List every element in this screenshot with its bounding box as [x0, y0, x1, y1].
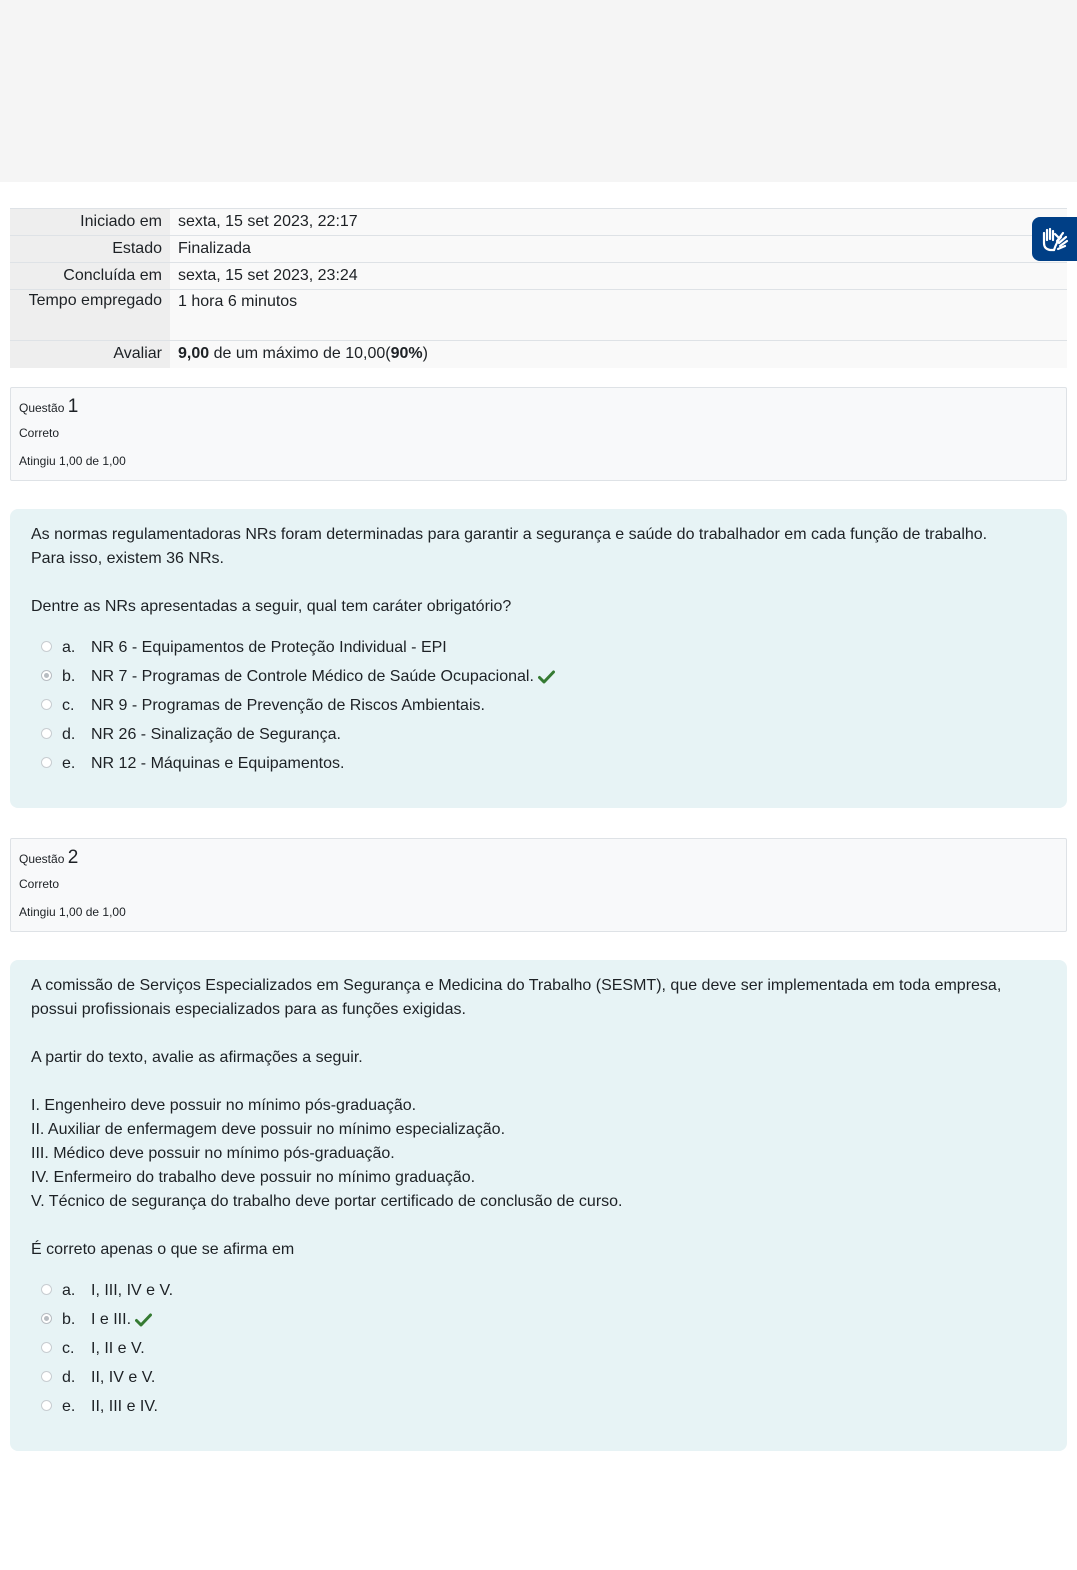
statement: I. Engenheiro deve possuir no mínimo pós-graduação.	[31, 1097, 417, 1114]
vlibras-widget-button[interactable]	[1032, 217, 1077, 261]
summary-label: Avaliar	[10, 341, 170, 368]
option-letter: d.	[62, 1369, 76, 1386]
summary-label: Iniciado em	[10, 209, 170, 236]
summary-value: Finalizada	[170, 236, 1067, 263]
option-letter: b.	[62, 668, 76, 685]
attempt-summary-table	[10, 208, 1067, 368]
summary-label: Estado	[10, 236, 170, 263]
question-state: Correto	[19, 877, 60, 891]
summary-row-completed	[10, 263, 1067, 290]
question-text: As normas regulamentadoras NRs foram determinadas para garantir a segurança e saúde do trabalhador em cada função de trabalho.	[31, 526, 988, 543]
summary-label: Tempo empregado	[10, 290, 170, 341]
question-grade: Atingiu 1,00 de 1,00	[19, 454, 126, 468]
question-1-info	[10, 387, 1067, 481]
radio-button[interactable]	[41, 728, 52, 739]
question-title	[19, 396, 78, 418]
answer-option[interactable]	[31, 1363, 1046, 1392]
radio-button[interactable]	[41, 699, 52, 710]
question-2-info	[10, 838, 1067, 932]
summary-value: 1 hora 6 minutos	[170, 290, 1067, 341]
answer-option[interactable]	[31, 1334, 1046, 1363]
question-prompt: É correto apenas o que se afirma em	[31, 1241, 295, 1258]
statement: V. Técnico de segurança do trabalho deve portar certificado de conclusão de curso.	[31, 1193, 623, 1210]
summary-value: sexta, 15 set 2023, 22:17	[170, 209, 1067, 236]
radio-button[interactable]	[41, 1342, 52, 1353]
radio-button[interactable]	[41, 1371, 52, 1382]
option-text: NR 6 - Equipamentos de Proteção Individual - EPI	[91, 639, 447, 656]
option-text: NR 12 - Máquinas e Equipamentos.	[91, 755, 345, 772]
answer-option[interactable]	[31, 662, 1046, 691]
option-letter: a.	[62, 1282, 76, 1299]
question-text: possui profissionais especializados para as funções exigidas.	[31, 1001, 466, 1018]
question-prompt: Dentre as NRs apresentadas a seguir, qual tem caráter obrigatório?	[31, 598, 512, 615]
option-text: I, II e V.	[91, 1340, 145, 1357]
check-icon	[135, 1313, 152, 1327]
question-text: Para isso, existem 36 NRs.	[31, 550, 224, 567]
radio-button[interactable]	[41, 1284, 52, 1295]
option-text: NR 7 - Programas de Controle Médico de Saúde Ocupacional.	[91, 668, 534, 685]
summary-row-state	[10, 236, 1067, 263]
radio-button-selected[interactable]	[41, 670, 52, 681]
question-1-content	[10, 509, 1067, 808]
question-label: Questão	[19, 852, 65, 866]
radio-button[interactable]	[41, 757, 52, 768]
answer-option[interactable]	[31, 691, 1046, 720]
statement: III. Médico deve possuir no mínimo pós-graduação.	[31, 1145, 395, 1162]
summary-row-grade	[10, 341, 1067, 368]
answer-option[interactable]	[31, 1276, 1046, 1305]
answer-option[interactable]	[31, 1305, 1046, 1334]
summary-row-started	[10, 209, 1067, 236]
question-text: A comissão de Serviços Especializados em Segurança e Medicina do Trabalho (SESMT), que deve ser implementada em toda empresa,	[31, 977, 1002, 994]
option-letter: d.	[62, 726, 76, 743]
answer-option[interactable]	[31, 1392, 1046, 1421]
option-text: I e III.	[91, 1311, 132, 1328]
question-2-content	[10, 960, 1067, 1451]
statement: II. Auxiliar de enfermagem deve possuir no mínimo especialização.	[31, 1121, 506, 1138]
question-state: Correto	[19, 426, 60, 440]
grade-max: de um máximo de 10,00(	[209, 345, 391, 363]
question-label: Questão	[19, 401, 65, 415]
answer-list	[31, 1276, 1046, 1421]
summary-value	[170, 341, 1067, 368]
question-title	[19, 847, 78, 869]
summary-value: sexta, 15 set 2023, 23:24	[170, 263, 1067, 290]
option-text: II, IV e V.	[91, 1369, 156, 1386]
option-letter: e.	[62, 755, 76, 772]
question-number: 1	[67, 396, 79, 417]
option-text: I, III, IV e V.	[91, 1282, 174, 1299]
question-grade: Atingiu 1,00 de 1,00	[19, 905, 126, 919]
option-letter: c.	[62, 1340, 75, 1357]
option-text: II, III e IV.	[91, 1398, 158, 1415]
statement: IV. Enfermeiro do trabalho deve possuir no mínimo graduação.	[31, 1169, 476, 1186]
check-icon	[538, 670, 555, 684]
top-background	[0, 0, 1077, 182]
summary-row-time-taken	[10, 290, 1067, 341]
option-text: NR 26 - Sinalização de Segurança.	[91, 726, 341, 743]
answer-option[interactable]	[31, 720, 1046, 749]
option-letter: c.	[62, 697, 75, 714]
answer-option[interactable]	[31, 633, 1046, 662]
option-letter: b.	[62, 1311, 76, 1328]
answer-option[interactable]	[31, 749, 1046, 778]
option-letter: e.	[62, 1398, 76, 1415]
grade-score: 9,00	[178, 345, 210, 363]
radio-button[interactable]	[41, 1400, 52, 1411]
grade-end: )	[422, 345, 428, 363]
option-text: NR 9 - Programas de Prevenção de Riscos Ambientais.	[91, 697, 485, 714]
grade-percent: 90%	[390, 345, 423, 363]
answer-list	[31, 633, 1046, 778]
radio-button-selected[interactable]	[41, 1313, 52, 1324]
summary-label: Concluída em	[10, 263, 170, 290]
radio-button[interactable]	[41, 641, 52, 652]
question-text: A partir do texto, avalie as afirmações a seguir.	[31, 1049, 363, 1066]
sign-language-hands-icon	[1032, 217, 1077, 261]
question-number: 2	[67, 847, 79, 868]
option-letter: a.	[62, 639, 76, 656]
